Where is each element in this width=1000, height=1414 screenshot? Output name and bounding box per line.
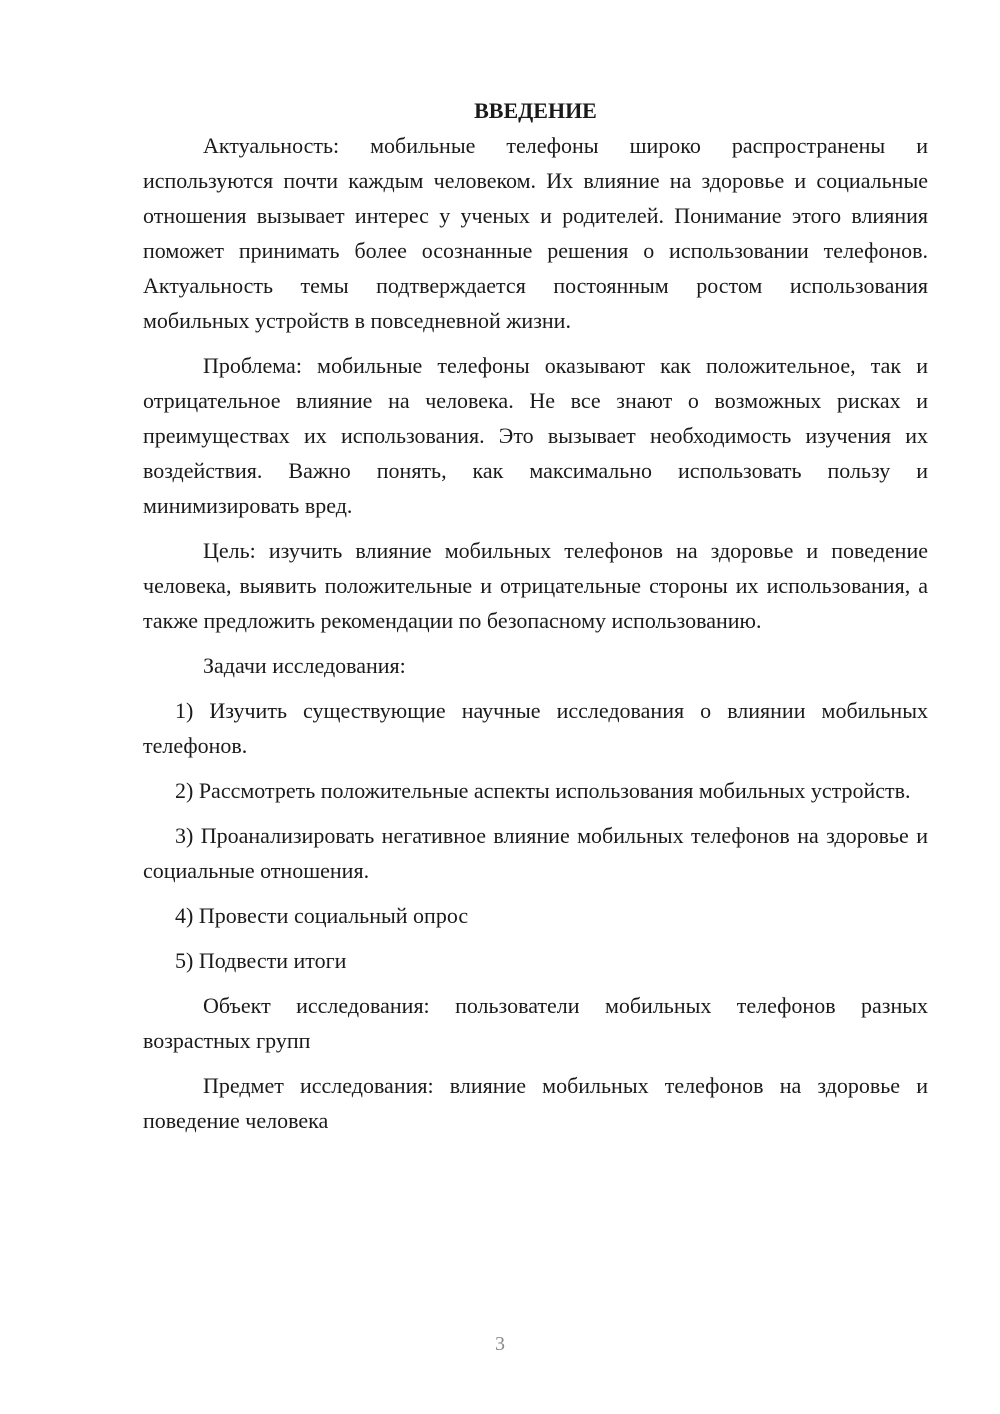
- task-item-1: 1) Изучить существующие научные исследования о влиянии мобильных телефонов.: [143, 698, 928, 758]
- tasks-heading: Задачи исследования:: [203, 653, 406, 678]
- paragraph-object: Объект исследования: пользователи мобильных телефонов разных возрастных групп: [143, 993, 928, 1053]
- paragraph-subject: Предмет исследования: влияние мобильных телефонов на здоровье и поведение человека: [143, 1073, 928, 1133]
- page-content: [143, 93, 928, 1148]
- task-item-3: 3) Проанализировать негативное влияние мобильных телефонов на здоровье и социальные отношения.: [143, 823, 928, 883]
- task-item-2: 2) Рассмотреть положительные аспекты использования мобильных устройств.: [175, 778, 911, 803]
- task-item-5: 5) Подвести итоги: [175, 948, 347, 973]
- task-item-4: 4) Провести социальный опрос: [175, 903, 469, 928]
- section-title: ВВЕДЕНИЕ: [474, 98, 597, 123]
- paragraph-goal: Цель: изучить влияние мобильных телефонов на здоровье и поведение человека, выявить положительные и отрицательные стороны их использования, а также предложить рекомендации по безопасному использованию.: [143, 538, 928, 633]
- page-number: 3: [495, 1333, 505, 1355]
- paragraph-problem: Проблема: мобильные телефоны оказывают как положительное, так и отрицательное влияние на человека. Не все знают о возможных рисках и преимуществах их использования. Это вызывает необходимость изучения их воздействия. Важно понять, как максимально использовать пользу и минимизировать вред.: [143, 353, 928, 518]
- paragraph-relevance: Актуальность: мобильные телефоны широко распространены и используются почти каждым человеком. Их влияние на здоровье и социальные отношения вызывает интерес у ученых и родителей. Понимание этого влияния поможет принимать более осознанные решения о использовании телефонов. Актуальность темы подтверждается постоянным ростом использования мобильных устройств в повседневной жизни.: [143, 133, 928, 333]
